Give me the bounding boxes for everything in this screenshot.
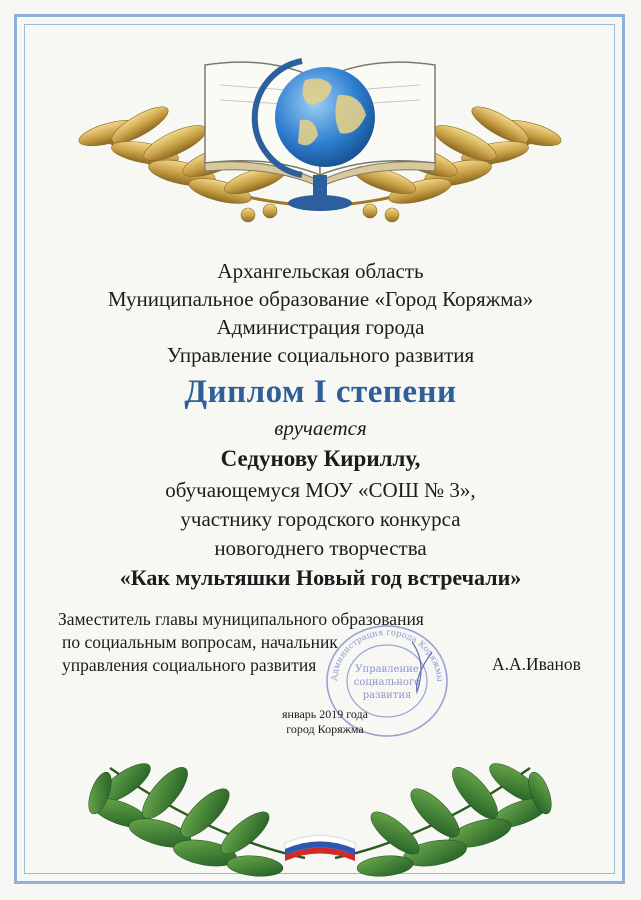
school-line: обучающемуся МОУ «СОШ № 3», [165, 478, 476, 502]
signer-name: А.А.Иванов [492, 654, 581, 674]
tricolor-ribbon-icon [285, 836, 355, 862]
green-branches-ribbon [70, 738, 570, 878]
left-green-branch [84, 757, 305, 878]
stamp-text-line-1: Управление [355, 664, 419, 675]
recipient-name: Седунову Кириллу, [220, 446, 421, 471]
position-line-3: управления социального развития [62, 655, 317, 675]
creativity-line: новогоднего творчества [214, 536, 427, 560]
globe-book-laurel-emblem [70, 25, 570, 235]
administration-line: Администрация города [216, 315, 425, 339]
right-green-branch [335, 757, 556, 878]
signatory-position [58, 608, 478, 677]
department-line: Управление социального развития [166, 343, 475, 367]
issue-date: январь 2019 года [282, 707, 368, 721]
stamp-text-line-3: развития [362, 690, 412, 701]
issue-place: город Коряжма [286, 722, 364, 736]
position-line-2: по социальным вопросам, начальник [62, 632, 338, 652]
contest-name: «Как мультяшки Новый год встречали» [119, 565, 522, 590]
municipality-line: Муниципальное образование «Город Коряжма» [107, 287, 534, 311]
awarded-text: вручается [274, 416, 367, 440]
region-line: Архангельская область [217, 259, 424, 283]
participant-line: участнику городского конкурса [180, 507, 461, 531]
position-line-1: Заместитель главы муниципального образования [58, 609, 424, 629]
diploma-title: Диплом I степени [184, 374, 457, 410]
stamp-text-line-2: социального [353, 677, 421, 688]
stamp-ring-text: Администрация города Коряжмы [329, 627, 445, 683]
date-place [240, 707, 410, 737]
